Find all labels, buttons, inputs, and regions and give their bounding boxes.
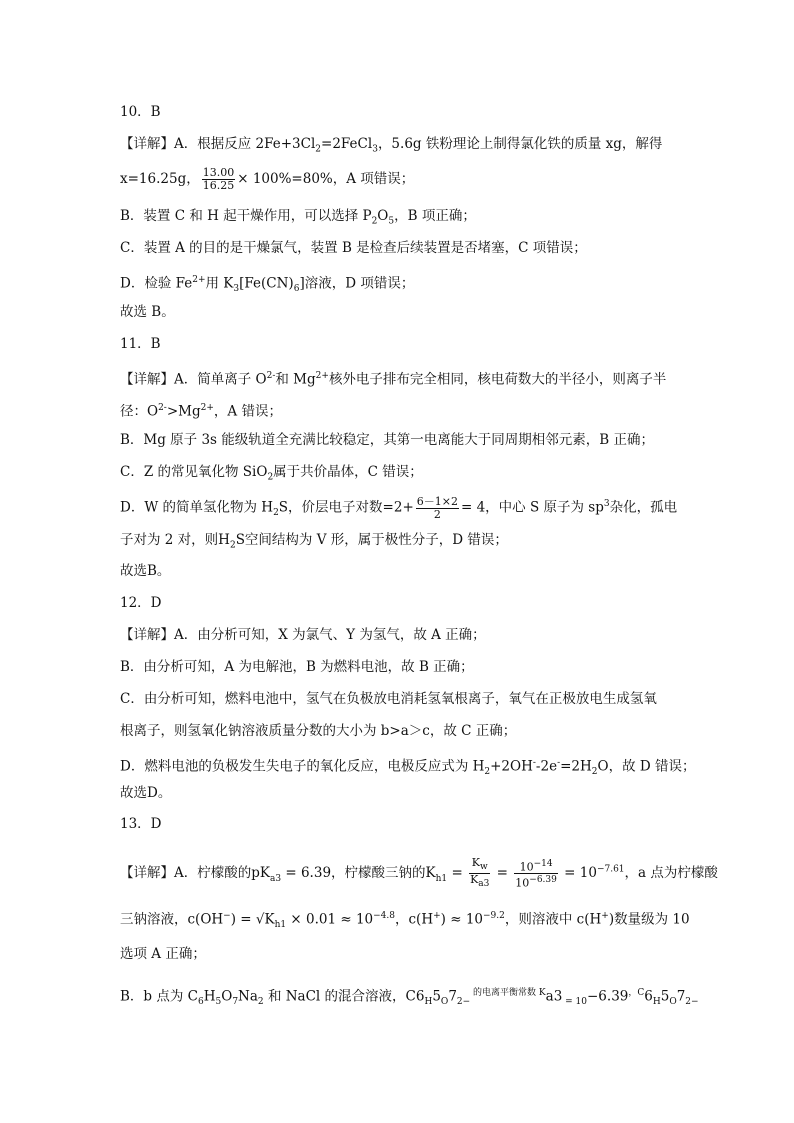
q10-option-a-line2: x=16.25g， $\frac{13.00}{16.25}$ × 100%=80%，A 项错误； xyxy=(120,166,415,192)
question-13-heading: 13．D xyxy=(120,816,162,832)
q13-option-a-line1: 【详解】A．柠檬酸的$pK_{a3} = 6.39$，柠檬酸三钠的$K_{h1}$ = $\frac{K_w}{K_{a3}}$ = $\frac{10^{-14}}{10^{-6.39}}$ = $10^{-7.61}$，a 点为柠檬酸 xyxy=(120,856,718,890)
q13-option-a-line3: 选项 A 正确； xyxy=(120,946,206,962)
q10-option-a-line1: 【详解】A．根据反应 $2Fe+3Cl_2=2FeCl_3$，5.6g 铁粉理论上制得氯化铁的质量 xg，解得 xyxy=(120,136,663,155)
question-12-heading: 12．D xyxy=(120,595,162,611)
q12-option-b: B．由分析可知，A 为电解池，B 为燃料电池，故 B 正确； xyxy=(120,659,474,675)
q12-option-c-line2: 根离子，则氢氧化钠溶液质量分数的大小为 b>a＞c，故 C 正确； xyxy=(120,723,517,739)
q11-option-d-line1: D．W 的简单氢化物为 $H_2S$，价层电子对数=2+ $\frac{6-1\times 2}{2}$ = 4，中心 S 原子为 $sp^3$杂化，孤电 xyxy=(120,494,678,521)
q10-option-d: D．检验 $Fe^{2+}$用 $K_3[Fe(CN)_6]$溶液，D 项错误； xyxy=(120,275,415,295)
q12-option-d: D．燃料电池的负极发生失电子的氧化反应，电极反应式为 $H_2+2OH^--2e^-=2H_2O$，故 D 错误； xyxy=(120,758,696,778)
q13-option-b: B．b 点为 $C_6H_5O_7Na_2$ 和 NaCl 的混合溶液，$C6_H5_O7_{2-}$ $^{的电离平衡常数 K}$a3 $_{= 10}-6.39^{,C}6_H5_O7_{2-}$ xyxy=(120,988,699,1008)
q11-option-a-line1: 【详解】A．简单离子 $O^{2-}$和 $Mg^{2+}$核外电子排布完全相同，核电荷数大的半径小，则离子半 xyxy=(120,371,667,388)
q10-conclusion: 故选 B。 xyxy=(120,304,175,320)
q10-option-c: C．装置 A 的目的是干燥氯气，装置 B 是检查后续装置是否堵塞，C 项错误； xyxy=(120,240,587,256)
q11-conclusion: 故选B。 xyxy=(120,563,171,579)
q10-option-b: B．装置 C 和 H 起干燥作用，可以选择 $P_2O_5$，B 项正确； xyxy=(120,208,476,227)
q11-option-d-line2: 子对为 2 对，则$H_2S$空间结构为 V 形，属于极性分子，D 错误； xyxy=(120,532,508,551)
q12-option-c-line1: C．由分析可知，燃料电池中，氢气在负极放电消耗氢氧根离子，氧气在正极放电生成氢氧 xyxy=(120,691,657,707)
q12-conclusion: 故选D。 xyxy=(120,785,172,801)
q13-option-a-line2: 三钠溶液，$c(OH^-) = √K_{h1} \times 0.01 \approx 10^{-4.8}$，$c(H^+) \approx 10^{-9.2}$，则溶液中 c(H+)数量级为 10 xyxy=(120,911,690,931)
fraction-powers: $\frac{10^{-14}}{10^{-6.39}}$ xyxy=(515,858,557,890)
question-10-heading: 10．B xyxy=(120,104,161,120)
fraction: $\frac{6-1\times 2}{2}$ xyxy=(416,494,458,521)
q12-option-a: 【详解】A．由分析可知，X 为氯气、Y 为氢气，故 A 正确； xyxy=(120,627,486,643)
q11-option-a-line2: 径：$O^{2-}>Mg^{2+}$，A 错误； xyxy=(120,403,282,420)
q11-option-c: C．Z 的常见氧化物 SiO$_2$属于共价晶体，C 错误； xyxy=(120,464,423,483)
fraction-kw-ka3: $\frac{K_w}{K_{a3}}$ xyxy=(470,856,490,890)
fraction: $\frac{13.00}{16.25}$ xyxy=(202,166,235,192)
question-11-heading: 11．B xyxy=(120,336,161,352)
q11-option-b: B．Mg 原子 3s 能级轨道全充满比较稳定，其第一电离能大于同周期相邻元素，B 正确； xyxy=(120,432,654,448)
